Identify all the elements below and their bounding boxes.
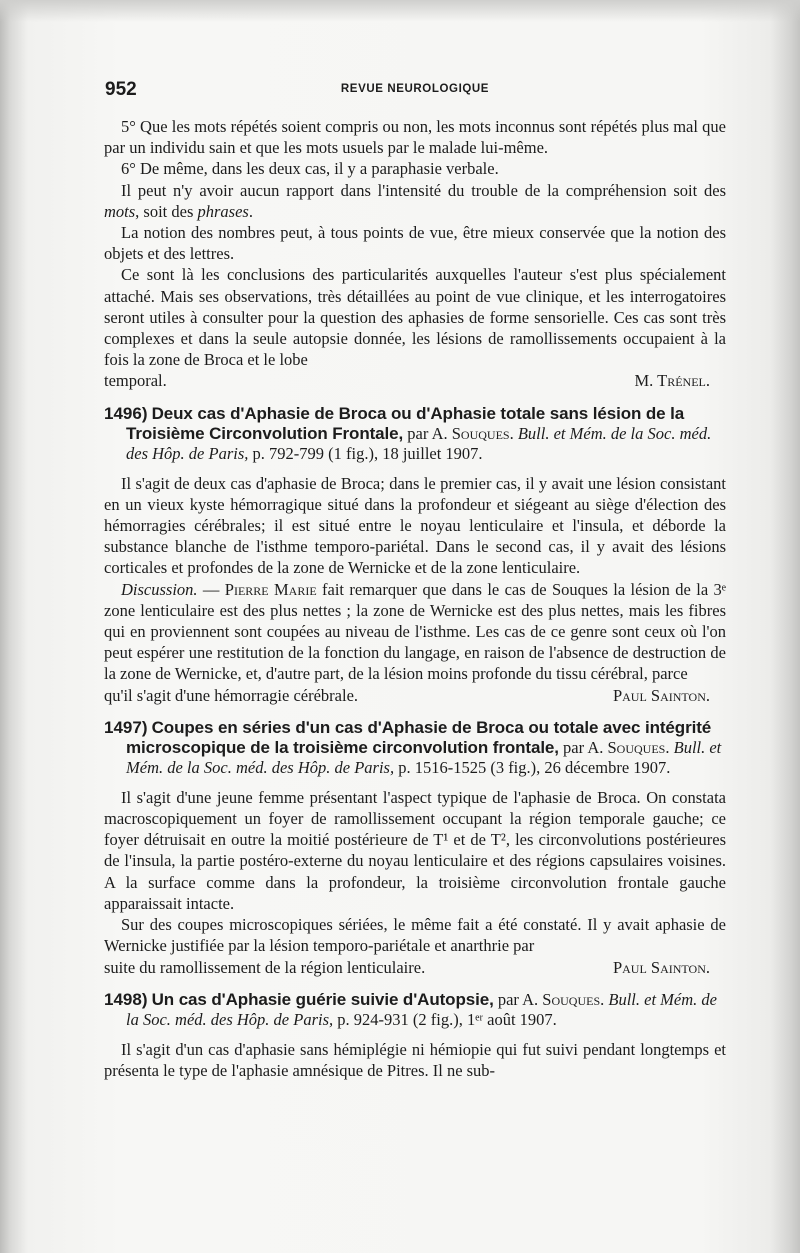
emphasis: phrases bbox=[197, 201, 249, 221]
entry-pages: p. 924-931 (2 fig.), 1ᵉʳ août 1907. bbox=[337, 1009, 557, 1029]
last-line: suite du ramollissement de la région lenticulaire. bbox=[104, 957, 426, 977]
entry-author: Souques bbox=[451, 423, 510, 443]
article-body bbox=[104, 116, 726, 1081]
entry-number: 1496) bbox=[104, 403, 148, 423]
entry-source: Bull. et Mém. de la Soc. méd. des Hôp. de Paris, bbox=[126, 423, 712, 463]
entry-number: 1498) bbox=[104, 989, 148, 1009]
paragraph: Il s'agit d'un cas d'aphasie sans hémiplégie ni hémiopie qui fut suivi pendant longtemps et présenta le type de l'aphasie amnésique de Pitres. Il ne sub- bbox=[104, 1039, 726, 1080]
paragraph: Ce sont là les conclusions des particularités auxquelles l'auteur s'est plus spécialement attaché. Mais ses observations, très détaillées au point de vue clinique, et les interrogatoires seront utiles à consulter pour la question des aphasies de forme sensorielle. Ces cas sont très complexes et dans la seule autopsie donnée, les lésions de ramollissements occupaient à la fois la zone de Broca et le lobe bbox=[104, 265, 726, 370]
discussion-author: Pierre Marie bbox=[224, 579, 317, 599]
entry-author: Souques bbox=[542, 989, 601, 1009]
entry-body bbox=[104, 787, 726, 978]
signature-line bbox=[104, 685, 726, 706]
paragraph: 5° Que les mots répétés soient compris ou non, les mots inconnus sont répétés plus mal que par un individu sain et que les mots usuels par le malade lui-même. bbox=[104, 117, 726, 158]
last-line: qu'il s'agit d'une hémorragie cérébrale. bbox=[104, 685, 359, 705]
entry-1496 bbox=[104, 404, 726, 706]
entry-heading: 1496) Deux cas d'Aphasie de Broca ou d'Aphasie totale sans lésion de la Troisième Circonvolution Frontale, par A. Souques. Bull. et Mém. de la Soc. méd. des Hôp. de Paris, p. 792-799 (1 fig.), 18 juillet 1907. bbox=[104, 403, 712, 463]
signature-line bbox=[104, 957, 726, 978]
author-signature: Paul Sainton. bbox=[612, 957, 710, 977]
entry-heading: 1497) Coupes en séries d'un cas d'Aphasie de Broca ou totale avec intégrité microscopique de la troisième circonvolution frontale, par A. Souques. Bull. et Mém. de la Soc. méd. des Hôp. de Paris, p. 1516-1525 (3 fig.), 26 décembre 1907. bbox=[104, 717, 722, 777]
paragraph: 6° De même, dans les deux cas, il y a paraphasie verbale. bbox=[121, 159, 499, 179]
entry-source: Bull. et Mém. de la Soc. méd. des Hôp. de Paris, bbox=[126, 737, 722, 777]
signature-line bbox=[104, 370, 726, 391]
entry-body bbox=[104, 1039, 726, 1081]
entry-1498 bbox=[104, 990, 726, 1081]
discussion-label: Discussion. bbox=[121, 579, 198, 599]
emphasis: mots bbox=[104, 201, 136, 221]
entry-heading: 1498) Un cas d'Aphasie guérie suivie d'Autopsie, par A. Souques. Bull. et Mém. de la Soc. méd. des Hôp. de Paris, p. 924-931 (2 fig.), 1ᵉʳ août 1907. bbox=[104, 989, 717, 1029]
discussion: Discussion. — Pierre Marie fait remarquer que dans le cas de Souques la lésion de la 3ᵉ zone lenticulaire est des plus nettes ; la zone de Wernicke est des plus nettes, mais les fibres qui en proviennent sont coupées au niveau de l'isthme. Les cas de ce genre sont ceux où l'on peut espérer une restitution de la fonction du langage, en raison de l'absence de destruction de la zone de Wernicke, et, d'autre part, de la lésion moins profonde du tissu cérébral, parce bbox=[104, 579, 726, 684]
paragraph: Sur des coupes microscopiques sériées, le même fait a été constaté. Il y avait aphasie de Wernicke justifiée par la lésion temporo-pariétale et anarthrie par bbox=[104, 915, 726, 956]
author-signature: M. Trénel. bbox=[634, 371, 710, 391]
last-line: temporal. bbox=[104, 371, 167, 391]
entry-1497 bbox=[104, 718, 726, 978]
author-signature: Paul Sainton. bbox=[612, 685, 710, 705]
entry-title: Un cas d'Aphasie guérie suivie d'Autopsie, bbox=[151, 989, 494, 1009]
entry-pages: p. 1516-1525 (3 fig.), 26 décembre 1907. bbox=[398, 757, 671, 777]
paragraph: Il s'agit de deux cas d'aphasie de Broca; dans le premier cas, il y avait une lésion consistant en un vieux kyste hémorragique situé dans la profondeur et siégeant au siège d'élection des hémorragies cérébrales; il est situé entre le noyau lenticulaire et l'insula, et déborde la substance blanche de l'isthme temporo-pariétal. Dans le second cas, il y avait des lésions corticales et profondes de la zone de Wernicke et de la zone lenticulaire. bbox=[104, 473, 726, 578]
page-number: 952 bbox=[105, 79, 137, 100]
page-header bbox=[105, 79, 725, 103]
journal-title: REVUE NEUROLOGIQUE bbox=[340, 83, 490, 95]
entry-body bbox=[104, 473, 726, 706]
scan-shadow bbox=[0, 0, 800, 22]
entry-title: Coupes en séries d'un cas d'Aphasie de Broca ou totale avec intégrité microscopique de la troisième circonvolution frontale, bbox=[126, 717, 712, 757]
entry-title: Deux cas d'Aphasie de Broca ou d'Aphasie totale sans lésion de la Troisième Circonvolution Frontale, bbox=[126, 403, 685, 443]
paragraph: La notion des nombres peut, à tous points de vue, être mieux conservée que la notion des objets et des lettres. bbox=[104, 223, 726, 264]
paragraph: Il peut n'y avoir aucun rapport dans l'intensité du trouble de la compréhension soit des mots, soit des phrases. bbox=[104, 180, 726, 221]
entry-source: Bull. et Mém. de la Soc. méd. des Hôp. de Paris, bbox=[126, 989, 717, 1029]
entry-pages: p. 792-799 (1 fig.), 18 juillet 1907. bbox=[252, 443, 483, 463]
entry-number: 1497) bbox=[104, 717, 148, 737]
paragraph: Il s'agit d'une jeune femme présentant l'aspect typique de l'aphasie de Broca. On constata macroscopiquement un foyer de ramollissement occupant la région temporale gauche; ce foyer détruisait en outre la moitié postérieure de T¹ et de T², les circonvolutions postérieures de l'insula, la partie postéro-externe du noyau lenticulaire et des régions capsulaires voisines. A la surface comme dans la profondeur, la troisième circonvolution frontale gauche apparaissait intacte. bbox=[104, 787, 726, 913]
entry-author: Souques bbox=[607, 737, 666, 757]
previous-review bbox=[104, 116, 726, 392]
